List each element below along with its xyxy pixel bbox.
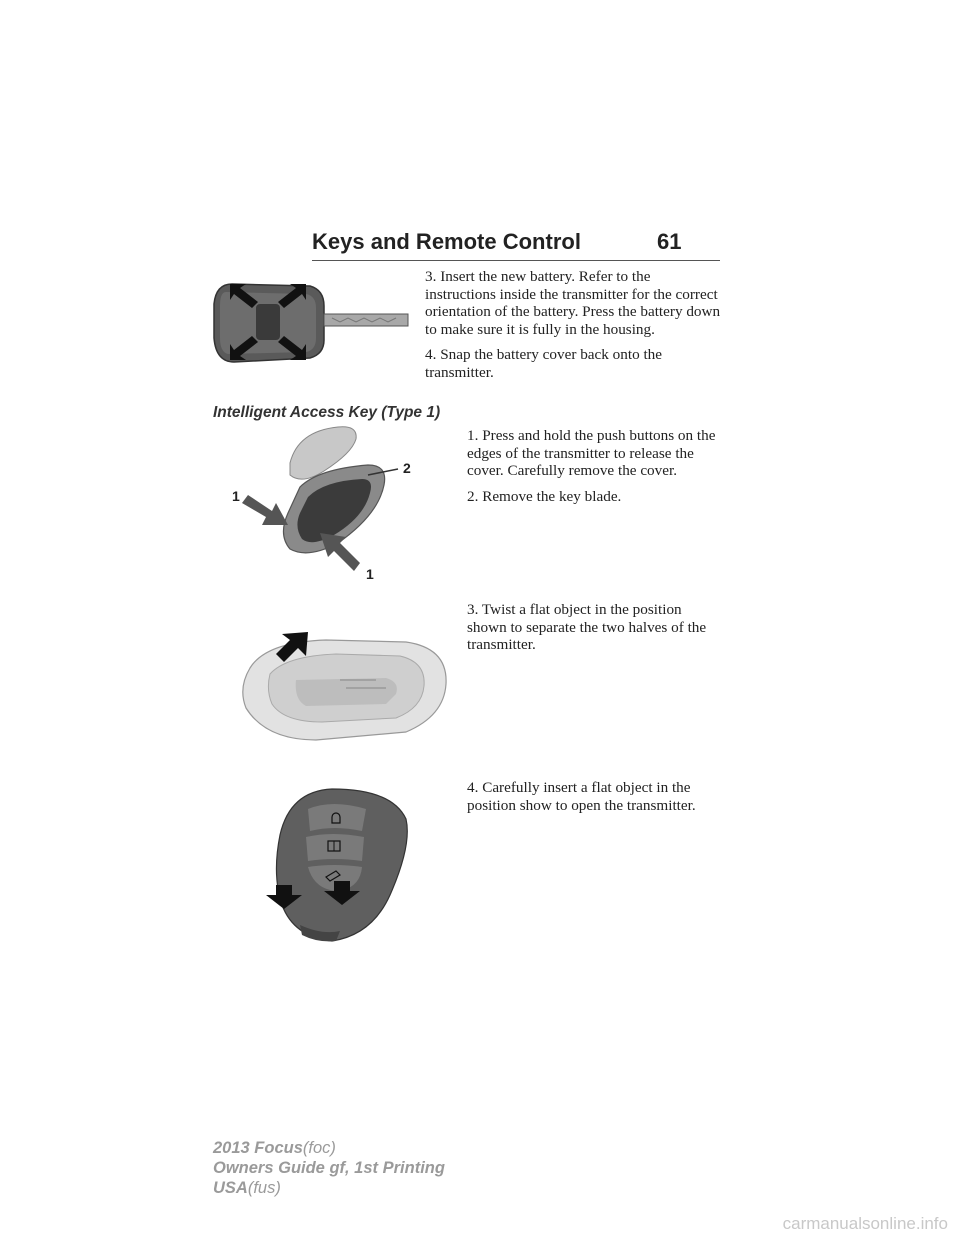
key-battery-step-4: 4. Snap the battery cover back onto the transmitter. bbox=[425, 346, 663, 381]
footer-model-line bbox=[213, 1139, 336, 1158]
watermark: carmanualsonline.info bbox=[782, 1214, 948, 1233]
callout-1a: 1 bbox=[232, 488, 240, 504]
intelligent-key-step-4: 4. Carefully insert a flat object in the position show to open the transmitter. bbox=[467, 779, 696, 814]
intelligent-key-step-2: 2. Remove the key blade. bbox=[467, 487, 622, 505]
page-title: Keys and Remote Control bbox=[312, 229, 581, 254]
open-transmitter-illustration bbox=[262, 785, 412, 945]
footer-guide-line bbox=[213, 1159, 445, 1178]
page-number: 61 bbox=[657, 229, 682, 254]
section-heading: Intelligent Access Key (Type 1) bbox=[213, 404, 441, 421]
footer-market: USA bbox=[213, 1179, 248, 1197]
callout-1b: 1 bbox=[366, 566, 374, 582]
footer-market-code: (fus) bbox=[247, 1179, 281, 1197]
footer-model-code: (foc) bbox=[302, 1139, 336, 1157]
key-battery-step-3: 3. Insert the new battery. Refer to the instructions inside the transmitter for the correct orientation of the battery. Press the battery down to make sure it is fully in the housing. bbox=[425, 268, 721, 338]
key-battery-illustration bbox=[212, 278, 412, 378]
footer-guide: Owners Guide gf, 1st Printing bbox=[213, 1159, 445, 1177]
footer-market-line bbox=[213, 1179, 281, 1198]
intelligent-key-step-3: 3. Twist a flat object in the position shown to separate the two halves of the transmitter. bbox=[467, 601, 707, 654]
separate-halves-illustration bbox=[236, 628, 451, 748]
intelligent-key-step-1: 1. Press and hold the push buttons on the edges of the transmitter to release the cover. Carefully remove the cover. bbox=[467, 427, 716, 480]
cover-removal-illustration bbox=[228, 425, 428, 575]
header-rule bbox=[312, 260, 720, 261]
footer-model: 2013 Focus bbox=[213, 1139, 303, 1157]
callout-2: 2 bbox=[403, 460, 411, 476]
